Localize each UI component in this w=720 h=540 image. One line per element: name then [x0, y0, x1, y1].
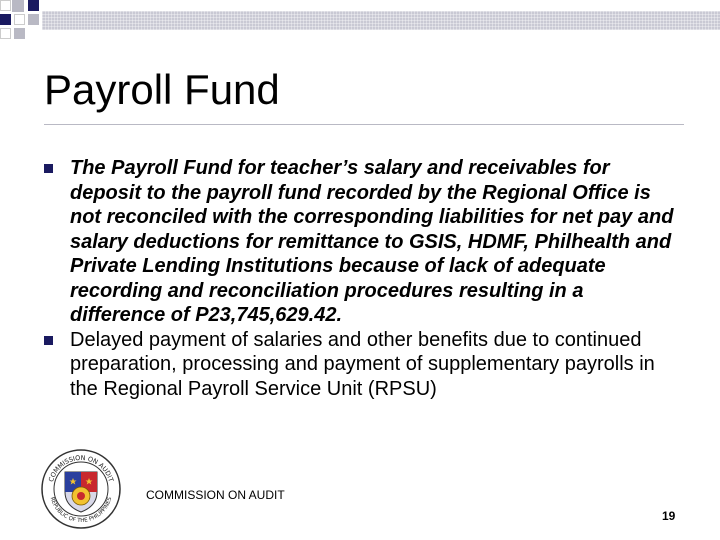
header-decoration — [0, 0, 720, 40]
bullet-item — [44, 328, 684, 402]
deco-square-white — [14, 14, 25, 25]
deco-square-white — [0, 0, 11, 11]
deco-square-dark — [28, 0, 39, 11]
coa-seal-icon — [40, 448, 122, 530]
footer-agency-name: COMMISSION ON AUDIT — [146, 488, 285, 502]
square-bullet-icon — [44, 328, 70, 353]
title-divider — [44, 124, 684, 125]
bullet-item — [44, 156, 684, 328]
deco-square-light — [28, 14, 39, 25]
seal-top-text: COMMISSION ON AUDIT — [47, 453, 115, 483]
bullet-text: Delayed payment of salaries and other benefits due to continued preparation, processing and payment of supplementary payrolls in the Regional Payroll Service Unit (RPSU) — [70, 328, 655, 400]
page-number: 19 — [662, 509, 676, 523]
deco-square-dark — [0, 14, 11, 25]
deco-square-light — [14, 28, 25, 39]
deco-square-white — [0, 28, 11, 39]
slide-title: Payroll Fund — [44, 66, 280, 113]
square-bullet-icon — [44, 156, 70, 181]
seal-bottom-text: REPUBLIC OF THE PHILIPPINES — [48, 496, 114, 525]
bullet-list — [44, 156, 684, 401]
deco-square-light — [12, 0, 24, 12]
bullet-text: The Payroll Fund for teacher’s salary and receivables for deposit to the payroll fund recorded by the Regional Office is not reconciled with the corresponding liabilities for net pay and salary deductions for remittance to GSIS, HDMF, Philhealth and Private Lending Institutions because of lack of adequate recording and reconciliation procedures resulting in a difference of P23,745,629.42. — [70, 157, 674, 326]
header-bar — [42, 11, 720, 30]
